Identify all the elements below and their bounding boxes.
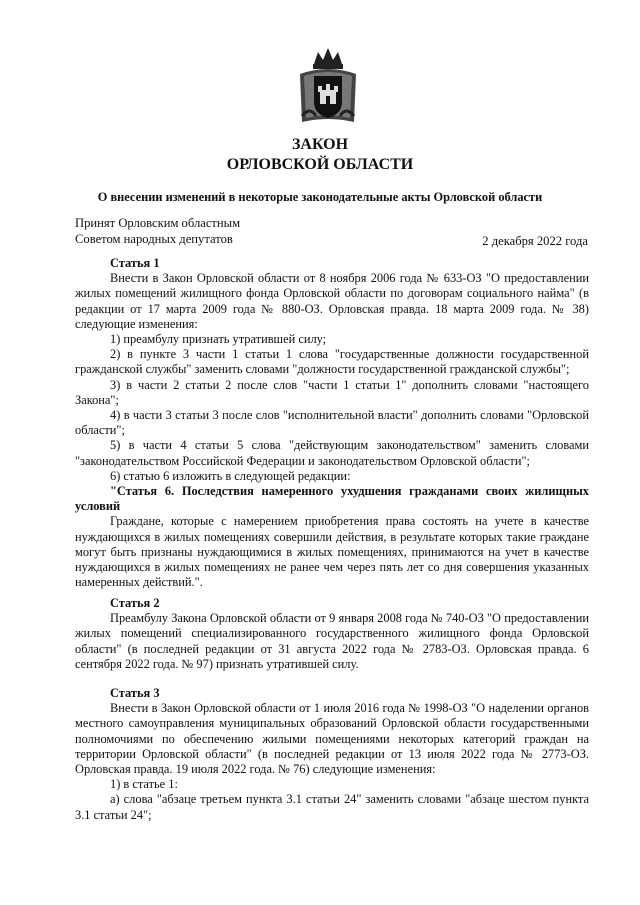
adopted-line-2: Советом народных депутатов <box>75 232 233 246</box>
article-1-item: 1) преамбулу признать утратившей силу; <box>110 332 327 347</box>
adoption-date: 2 декабря 2022 года <box>482 234 588 248</box>
article-3-heading: Статья 3 <box>110 686 160 700</box>
quoted-article-heading: "Статья 6. Последствия намеренного ухудшения гражданами своих жилищных условий <box>75 484 589 514</box>
article-3-intro: Внести в Закон Орловской области от 1 июля 2016 года № 1998-ОЗ "О наделении органов местного самоуправления муниципальных образований Орловской области государственными полномочиями по обеспечению жилыми помещениями некоторых категорий граждан на территории Орловской области" (в последней редакции от 13 июля 2022 года № 2773-ОЗ. Орловская правда. 19 июля 2022 года. № 76) следующие изменения: <box>75 701 589 777</box>
region-title: ОРЛОВСКОЙ ОБЛАСТИ <box>226 156 414 173</box>
quoted-article-text: Граждане, которые с намерением приобретения права состоять на учете в качестве нуждающихся в жилых помещениях совершили действия, в результате которых такие граждане могут быть признаны нуждающимися в жилых помещениях, принимаются на учет в качестве нуждающихся в жилых помещениях не ранее чем через пять лет со дня совершения указанных намеренных действий.". <box>75 514 589 590</box>
article-2-text: Преамбулу Закона Орловской области от 9 января 2008 года № 740-ОЗ "О предоставлении жилых помещений специализированного государственного жилищного фонда Орловской области" (в последней редакции от 31 августа 2022 года № 2783-ОЗ. Орловская правда. 6 сентября 2022 года. № 97) признать утратившей силу. <box>75 611 589 671</box>
adopted-by <box>75 215 240 247</box>
article-1-item: 6) статью 6 изложить в следующей редакции: <box>110 468 351 483</box>
law-title: ЗАКОН <box>291 136 349 153</box>
article-1-item: 3) в части 2 статьи 2 после слов "части 1 статьи 1" дополнить словами "настоящего Закона"; <box>75 377 589 407</box>
law-subtitle: О внесении изменений в некоторые законодательные акты Орловской области <box>97 190 543 204</box>
article-1-heading: Статья 1 <box>110 256 160 270</box>
article-3 <box>75 686 589 823</box>
coat-of-arms-icon <box>296 46 360 126</box>
article-3-item: а) слова "абзаце третьем пункта 3.1 статьи 24" заменить словами "абзаце шестом пункта 3.1 статьи 24"; <box>75 792 589 822</box>
article-1-item: 4) в части 3 статьи 3 после слов "исполнительной власти" дополнить словами "Орловской области"; <box>75 408 589 438</box>
article-1-item: 2) в пункте 3 части 1 статьи 1 слова "государственные должности государственной гражданской службы" заменить словами "должности государственной гражданской службы"; <box>75 347 589 377</box>
article-2 <box>75 596 589 672</box>
article-1 <box>75 256 589 590</box>
article-1-item: 5) в части 4 статьи 5 слова "действующим законодательством" заменить словами "законодательством Российской Федерации и законодательством Орловской области"; <box>75 438 589 468</box>
article-1-intro: Внести в Закон Орловской области от 8 ноября 2006 года № 633-ОЗ "О предоставлении жилых помещений жилищного фонда Орловской области по договорам социального найма" (в редакции от 17 марта 2009 года № 880-ОЗ. Орловская правда. 18 марта 2009 года. № 38) следующие изменения: <box>75 271 589 331</box>
article-2-heading: Статья 2 <box>110 596 160 610</box>
adopted-line-1: Принят Орловским областным <box>75 216 241 230</box>
article-3-item: 1) в статье 1: <box>110 777 178 792</box>
